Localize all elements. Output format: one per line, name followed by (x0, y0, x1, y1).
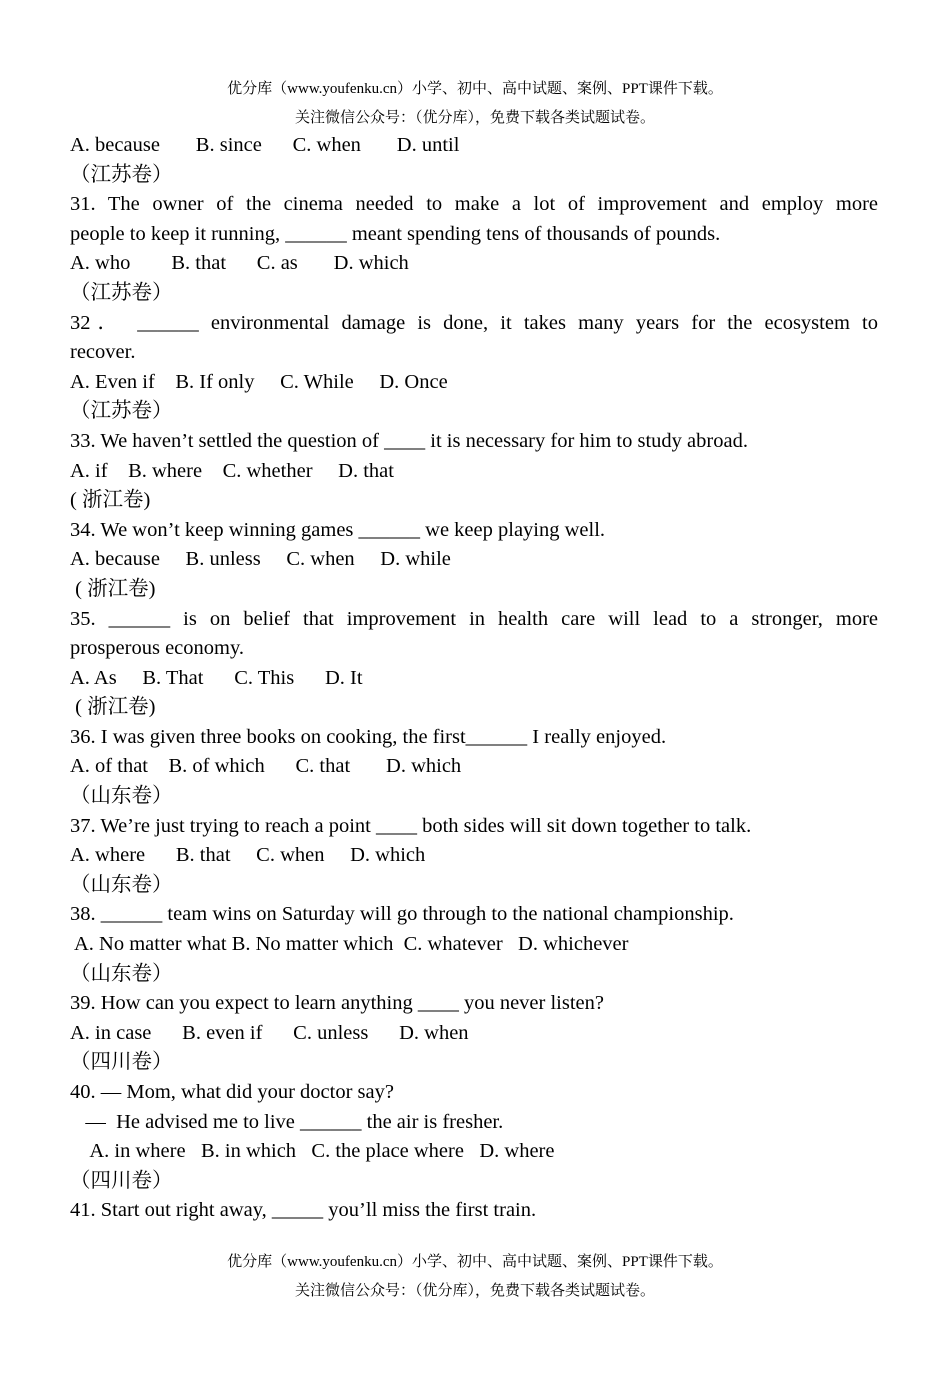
text-line: prosperous economy. (70, 637, 245, 660)
text-line: （四川卷） (70, 1051, 173, 1074)
header-line-2: 关注微信公众号：（优分库），免费下载各类试题试卷。 (294, 110, 655, 126)
text-line: A. No matter what B. No matter which C. whatever D. whichever (70, 933, 629, 956)
text-line: 34. We won’t keep winning games ______ we keep playing well. (70, 518, 606, 541)
text-line: 35. ______ is on belief that improvement in health care will lead to a stronger, more (70, 607, 878, 630)
text-line: 40. — Mom, what did your doctor say? (70, 1081, 394, 1103)
text-line: 38. ______ team wins on Saturday will go through to the national championship. (70, 903, 734, 926)
text-line: 32． ______ environmental damage is done, it takes many years for the ecosystem to (70, 311, 878, 334)
header-line-1: 优分库（www.youfenku.cn）小学、初中、高中试题、案例、PPT课件下载。 (227, 81, 723, 97)
text-line: A. As B. That C. This D. It (70, 666, 363, 689)
text-line: （山东卷） (70, 785, 173, 808)
text-line: A. Even if B. If only C. While D. Once (70, 370, 448, 393)
text-line: 37. We’re just trying to reach a point ____ both sides will sit down together to talk. (70, 814, 752, 837)
text-line: A. in case B. even if C. unless D. when (70, 1021, 469, 1044)
text-line: 36. I was given three books on cooking, the first______ I really enjoyed. (70, 725, 667, 748)
text-line: ( 浙江卷) (70, 489, 151, 512)
text-line: （四川卷） (70, 1169, 173, 1192)
text-line: （山东卷） (70, 873, 173, 896)
text-line: 39. How can you expect to learn anything ____ you never listen? (70, 992, 604, 1015)
footer-line-1: 优分库（www.youfenku.cn）小学、初中、高中试题、案例、PPT课件下载。 (227, 1254, 723, 1270)
text-line: recover. (70, 341, 136, 364)
text-line: （江苏卷） (70, 163, 173, 186)
text-line: A. if B. where C. whether D. that (70, 459, 394, 482)
text-line: A. of that B. of which C. that D. which (70, 755, 462, 778)
question-list (70, 131, 878, 1226)
text-line: 31. The owner of the cinema needed to make a lot of improvement and employ more (70, 193, 878, 216)
text-line: 33. We haven’t settled the question of ____ it is necessary for him to study abroad. (70, 429, 748, 452)
text-line: （山东卷） (70, 962, 173, 985)
text-line: ( 浙江卷) (70, 696, 156, 719)
text-line: （江苏卷） (70, 281, 173, 304)
text-line: A. in where B. in which C. the place where D. where (70, 1140, 555, 1163)
text-line: A. because B. unless C. when D. while (70, 548, 451, 571)
text-line: （江苏卷） (70, 400, 173, 423)
text-line: people to keep it running, ______ meant spending tens of thousands of pounds. (70, 222, 721, 245)
text-line: ( 浙江卷) (70, 577, 156, 600)
text-line: 41. Start out right away, _____ you’ll miss the first train. (70, 1199, 537, 1222)
footer-line-2: 关注微信公众号：（优分库），免费下载各类试题试卷。 (294, 1283, 655, 1299)
text-line: A. where B. that C. when D. which (70, 844, 426, 867)
text-line: A. who B. that C. as D. which (70, 252, 409, 275)
text-line: A. because B. since C. when D. until (70, 134, 460, 156)
text-line: — He advised me to live ______ the air is fresher. (70, 1110, 504, 1133)
